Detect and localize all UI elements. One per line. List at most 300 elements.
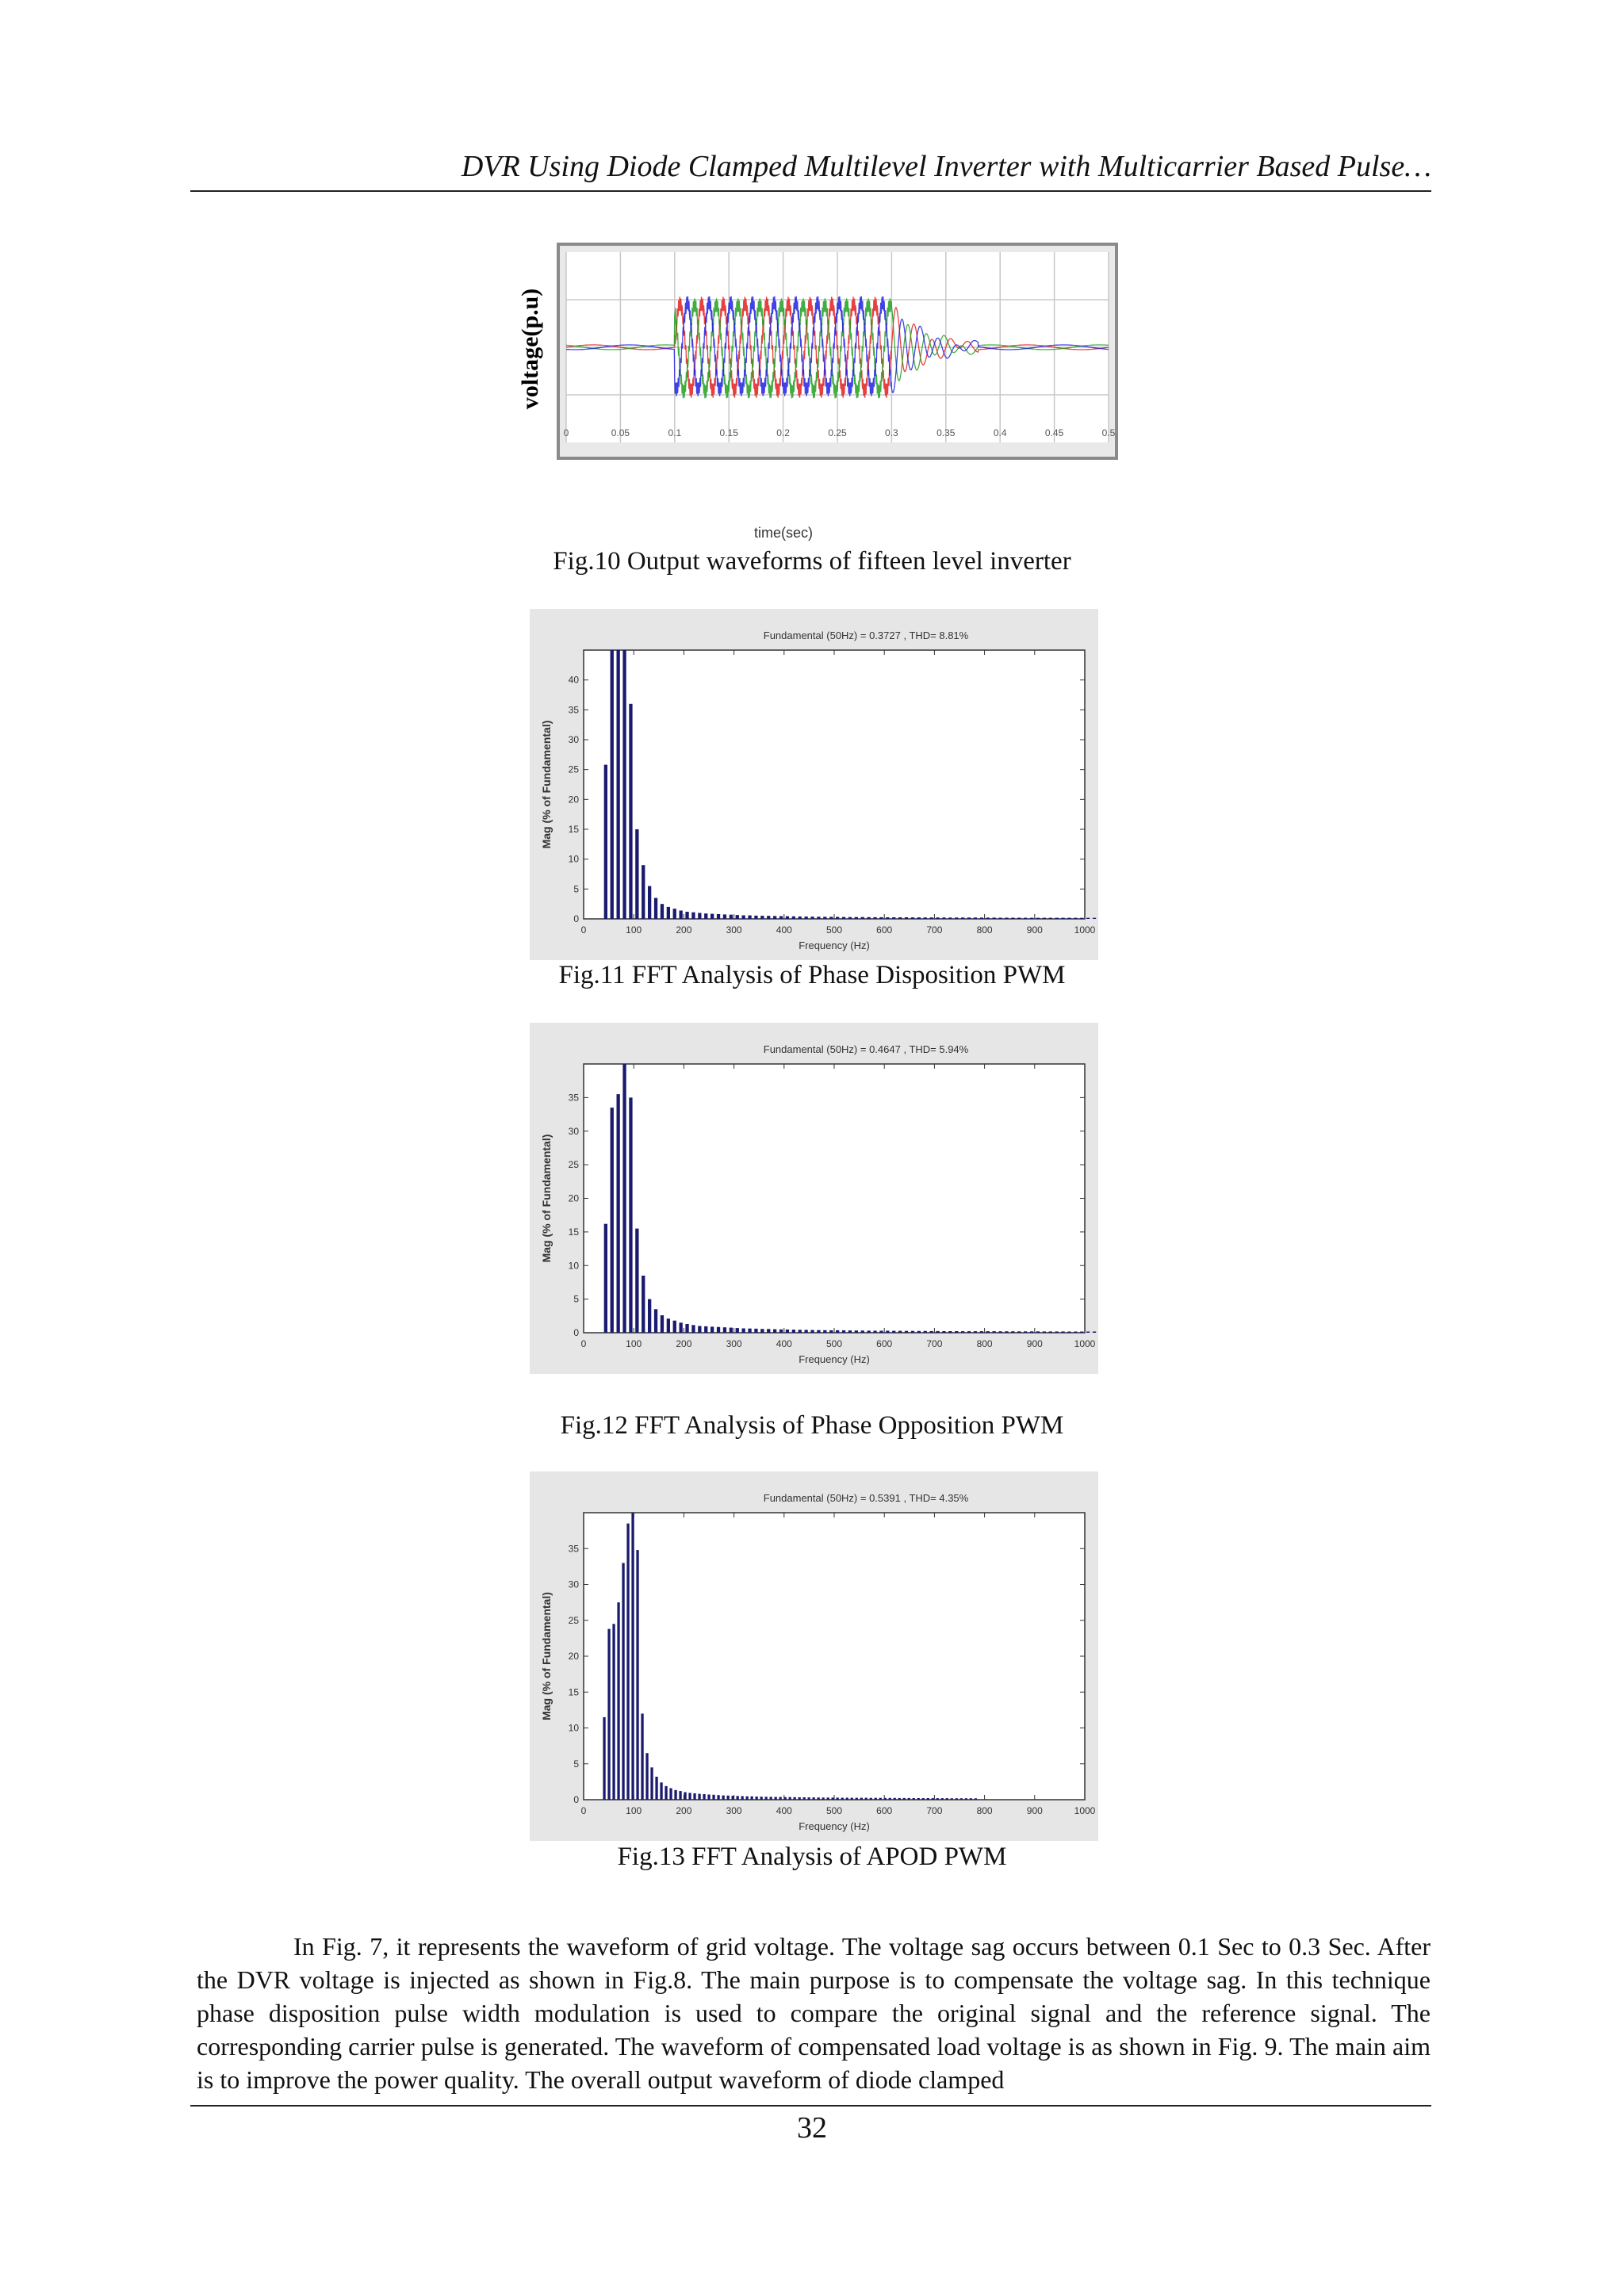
fft-bar [691,1325,695,1333]
fft-bar [1074,1332,1077,1334]
fft-bar [667,1318,670,1333]
fft-bar [770,1797,772,1800]
fft-bar [1043,918,1046,919]
running-header: DVR Using Diode Clamped Multilevel Inverter with Multicarrier Based Pulse… [461,150,1431,183]
fft-bar [704,913,707,919]
fft-bar [680,911,683,920]
fft-bar [741,1797,744,1800]
fft-bar [1080,1332,1083,1334]
fft-bar [698,913,701,920]
fft-bar [836,917,839,920]
fft-x-tick-label: 800 [976,1338,993,1349]
fft-bar [760,1797,763,1800]
fft-bar [1011,1331,1014,1333]
fft-x-tick-label: 700 [926,1338,943,1349]
fft-bar [635,829,638,919]
fft-bar [693,1793,695,1800]
fft-x-tick-label: 300 [726,1338,742,1349]
fft-x-tick-label: 0 [580,924,587,936]
figure-13 [530,1471,1098,1841]
fft-bar [799,1797,801,1800]
fft-y-tick-label: 10 [568,853,579,865]
fft-x-tick-label: 1000 [1074,1338,1096,1349]
fft-bar [704,1326,707,1333]
fft-bar [645,1753,648,1800]
fft-bar [799,1330,802,1333]
fft-bar [760,916,764,919]
fft-bar [1061,1331,1064,1333]
fft-bar [779,916,783,920]
fft-x-tick-label: 900 [1026,924,1043,936]
fft-bar [837,1797,839,1800]
fft-x-tick-label: 1000 [1074,1805,1096,1816]
fft-bar [886,1331,889,1334]
fft-bar [775,1797,777,1800]
fft-title: Fundamental (50Hz) = 0.5391 , THD= 4.35% [763,1492,969,1504]
fft-bar [767,916,770,919]
fft-bar [851,1798,853,1800]
fft-bar [908,1798,910,1800]
fft-bar [998,918,1002,920]
fft-bar [903,1798,906,1800]
fft-bar [631,1513,634,1800]
fft-y-tick-label: 15 [568,824,579,835]
fft-x-tick-label: 900 [1026,1805,1043,1816]
fft-bar [1074,918,1077,919]
fft-bar [967,1331,971,1333]
fft-bar [767,1329,770,1333]
fft-y-tick-label: 25 [568,763,579,775]
fft-y-tick-label: 5 [573,883,579,895]
fft-bar [736,915,739,919]
fft-y-tick-label: 35 [568,1543,579,1555]
fft-bar [722,1796,725,1800]
fft-bar [1049,1331,1052,1333]
fft-bar [710,914,714,919]
fft-bar [936,917,939,919]
fft-bar [875,1798,877,1800]
fft-bar [1067,918,1071,919]
fft-bar [723,914,726,919]
fft-ylabel: Mag (% of Fundamental) [540,1134,553,1263]
fft-ylabel: Mag (% of Fundamental) [540,720,553,849]
fft-bar [948,917,952,919]
fft-bar [868,1330,871,1333]
fft-y-tick-label: 40 [568,674,579,686]
fft-x-tick-label: 600 [876,1338,893,1349]
fig12-caption: Fig.12 FFT Analysis of Phase Opposition PWM [560,1411,1064,1440]
fft-bar [1017,918,1021,920]
fft-bar [924,917,927,919]
fft-x-tick-label: 200 [676,1338,692,1349]
fft-y-tick-label: 5 [573,1293,579,1305]
fft-bar [818,1797,820,1800]
fft-bar [730,1328,733,1333]
fft-bar [629,1097,632,1333]
fft-bar [779,1797,782,1800]
fft-bar [892,917,895,919]
fft-bar [974,917,977,919]
fft-y-tick-label: 25 [568,1159,579,1171]
fft-plot-area [584,650,1085,919]
fft-bar [965,1798,967,1800]
fft-bar [986,917,990,919]
fft-bar [792,1330,795,1333]
fft-x-tick-label: 600 [876,924,893,936]
fft-y-tick-label: 30 [568,1125,579,1137]
fft-bar [892,1331,895,1333]
fft-bar [673,1321,676,1333]
fft-title: Fundamental (50Hz) = 0.3727 , THD= 8.81% [763,629,969,641]
fft-bar [1055,1331,1059,1333]
fig10-x-tick: 0.2 [776,427,790,438]
fft-bar [622,1064,626,1333]
fft-bar [980,917,983,919]
fft-bar [873,1331,876,1334]
fft-bar [1024,1331,1027,1333]
fft-bar [669,1789,672,1800]
fft-bar [650,1767,653,1800]
fft-bar [748,916,751,919]
fft-bar [698,1794,700,1800]
fft-bar [936,1798,939,1800]
fft-bar [786,916,789,919]
fft-bar [967,917,971,919]
fft-bar [611,1108,614,1333]
fft-x-tick-label: 200 [676,1805,692,1816]
fig10-caption: Fig.10 Output waveforms of fifteen level inverter [553,547,1071,576]
fft-bar [879,1798,882,1800]
fft-bar [898,1798,901,1800]
fft-x-tick-label: 900 [1026,1338,1043,1349]
fft-bar [1093,918,1096,919]
fig10-x-tick: 0.5 [1101,427,1116,438]
fft-bar [855,1330,858,1333]
fft-bar [792,916,795,919]
fft-bar [975,1798,977,1800]
fft-y-tick-label: 30 [568,734,579,745]
fft-bar [855,917,858,919]
fft-y-tick-label: 30 [568,1578,579,1590]
fft-x-tick-label: 0 [580,1338,587,1349]
page-number: 32 [797,2111,827,2145]
fft-bar [654,1309,657,1333]
fft-bar [746,1797,749,1800]
fft-bar [732,1796,734,1800]
fft-x-tick-label: 700 [926,1805,943,1816]
fig13-caption: Fig.13 FFT Analysis of APOD PWM [617,1843,1007,1871]
fft-x-tick-label: 0 [580,1805,587,1816]
fft-bar [848,1330,852,1333]
fft-bar [612,1624,615,1800]
fft-x-tick-label: 800 [976,1805,993,1816]
body-paragraph: In Fig. 7, it represents the waveform of grid voltage. The voltage sag occurs between 0.1 Sec to 0.3 Sec. After the DVR voltage is injected as shown in Fig.8. The main purpose is to compensate the voltage sag. In this technique phase disposition pulse width modulation is used to compare the original signal and the reference signal. The corresponding carrier pulse is generated. The waveform of compensated load voltage is as shown in Fig. 9. The main aim is to improve the power quality. The overall output waveform of diode clamped [197,1932,1431,2094]
fft-bar [993,1331,996,1333]
fft-bar [955,917,958,919]
fft-bar [626,1524,629,1800]
fft-bar [829,1330,833,1333]
fft-bar [927,1798,929,1800]
fft-bar [932,1798,934,1800]
figure-10 [515,238,1118,547]
fft-bar [873,917,876,919]
fft-bar [684,1793,686,1800]
fft-x-tick-label: 600 [876,1805,893,1816]
fft-plot-area [584,1064,1085,1333]
fft-x-tick-label: 800 [976,924,993,936]
fft-bar [756,1797,758,1800]
fft-bar [1086,1332,1090,1334]
fft-x-tick-label: 100 [626,1805,642,1816]
fft-y-tick-label: 20 [568,1651,579,1662]
fft-bar [846,1798,848,1800]
fig10-x-tick: 0.1 [668,427,682,438]
fft-bar [604,765,607,919]
fft-y-tick-label: 35 [568,1092,579,1104]
fft-bar [636,1550,638,1800]
fft-bar [1036,918,1040,919]
fft-bar [856,1798,858,1800]
fft-bar [948,1331,952,1333]
fft-bar [648,886,651,919]
fft-bar [789,1797,791,1800]
fft-bar [685,912,688,919]
fft-bar [889,1798,891,1800]
fft-bar [930,917,933,919]
fft-bar [1030,1331,1033,1333]
fft-bar [751,1797,753,1800]
fft-bar [754,1329,757,1333]
fft-bar [698,1326,701,1334]
fft-bar [823,1330,826,1333]
fft-bar [974,1331,977,1333]
fft-bar [993,917,996,919]
fft-bar [942,917,945,919]
fft-bar [986,1331,990,1333]
fft-y-tick-label: 10 [568,1260,579,1272]
fft-bar [942,1331,945,1333]
fft-bar [641,1713,643,1800]
fft-bar [717,1795,719,1800]
fig10-ylabel: voltage(p.u) [517,288,543,410]
fft-bar [629,704,632,919]
fft-x-tick-label: 300 [726,1805,742,1816]
fft-bar [665,1786,667,1800]
fft-bar [861,1330,864,1333]
fft-bar [703,1794,705,1800]
fft-bar [680,1322,683,1333]
fft-bar [865,1798,868,1800]
fft-bar [736,1328,739,1333]
fft-bar [661,904,664,919]
fft-bar [836,1330,839,1333]
fft-bar [823,916,826,919]
fig10-x-tick: 0.35 [936,427,956,438]
fft-bar [898,1331,902,1333]
fft-bar [946,1798,948,1800]
fft-bar [673,909,676,919]
fft-bar [936,1331,939,1333]
fft-bar [760,1329,764,1333]
fig13-svg [530,1471,1098,1841]
fft-bar [879,1331,883,1334]
fft-bar [1005,918,1008,920]
fft-bar [707,1795,710,1800]
fft-plot-area [584,1513,1085,1800]
fft-bar [848,917,852,919]
fft-bar [1055,918,1059,919]
fft-bar [808,1797,810,1800]
fft-bar [998,1331,1002,1333]
fft-bar [970,1798,972,1800]
fft-bar [1067,1332,1071,1334]
fft-bar [742,916,745,920]
fft-bar [712,1795,714,1800]
fft-y-tick-label: 15 [568,1686,579,1698]
fft-bar [727,1796,730,1800]
fft-bar [827,1797,829,1800]
fft-x-tick-label: 400 [776,1338,792,1349]
fft-bar [674,1790,676,1800]
fft-bar [691,913,695,919]
fft-bar [955,1331,958,1333]
fft-y-tick-label: 35 [568,704,579,716]
fft-bar [622,650,626,919]
fft-bar [1036,1331,1040,1333]
fft-bar [688,1793,691,1800]
fft-bar [622,1563,624,1800]
fig11-caption: Fig.11 FFT Analysis of Phase Disposition PWM [558,961,1066,989]
fft-bar [803,1797,806,1800]
fft-bar [961,917,964,919]
fft-bar [654,898,657,919]
fft-x-tick-label: 300 [726,924,742,936]
fft-bar [685,1324,688,1333]
fft-bar [717,914,720,919]
fft-bar [799,916,802,919]
fft-bar [717,1327,720,1333]
fft-bar [860,1798,863,1800]
fft-bar [817,916,820,919]
fft-bar [961,1331,964,1333]
fft-bar [886,917,889,919]
fft-bar [813,1797,815,1800]
fft-bar [635,1229,638,1333]
fft-bar [1080,918,1083,919]
fft-y-tick-label: 0 [573,913,579,924]
fft-xlabel: Frequency (Hz) [799,939,870,951]
fft-ylabel: Mag (% of Fundamental) [540,1592,553,1720]
fft-bar [924,1331,927,1333]
fft-bar [710,1326,714,1333]
fft-bar [870,1798,872,1800]
fft-bar [922,1798,925,1800]
fig10-x-tick: 0 [563,427,569,438]
fft-bar [805,1330,808,1333]
fft-y-tick-label: 10 [568,1722,579,1734]
fft-bar [810,1330,814,1333]
fig11-svg [530,609,1098,960]
fft-bar [773,916,776,919]
fft-bar [894,1798,896,1800]
figure-12 [530,1023,1098,1374]
fft-bar [805,916,808,919]
fft-bar [930,1331,933,1333]
fft-bar [742,1329,745,1334]
fig10-svg [515,238,1118,547]
fft-bar [642,865,645,919]
fft-bar [879,917,883,919]
fft-bar [917,1331,921,1333]
fft-bar [604,1224,607,1333]
fft-bar [642,1276,645,1333]
fft-bar [1086,918,1090,919]
fft-bar [941,1798,944,1800]
fft-y-tick-label: 0 [573,1794,579,1805]
fft-bar [773,1330,776,1333]
fft-bar [832,1797,834,1800]
fft-bar [786,1330,789,1333]
fft-bar [817,1330,820,1333]
fft-bar [884,1798,887,1800]
fft-bar [667,907,670,919]
fft-bar [917,1798,920,1800]
fft-bar [842,1330,845,1333]
fft-bar [905,917,908,919]
fft-bar [1011,918,1014,920]
fft-bar [1030,918,1033,919]
fft-bar [754,916,757,919]
fft-y-tick-label: 20 [568,794,579,806]
fft-x-tick-label: 400 [776,1805,792,1816]
fft-bar [617,650,620,919]
fft-bar [980,1331,983,1333]
fft-bar [842,917,845,919]
fft-x-tick-label: 700 [926,924,943,936]
fft-bar [661,1315,664,1333]
fft-bar [737,1796,739,1800]
fft-bar [868,917,871,919]
fft-bar [784,1797,787,1800]
fft-x-tick-label: 1000 [1074,924,1096,936]
fft-bar [611,650,614,919]
fft-y-tick-label: 0 [573,1327,579,1338]
fft-bar [617,1094,620,1333]
fft-xlabel: Frequency (Hz) [799,1353,870,1365]
fft-bar [956,1798,958,1800]
fft-bar [951,1798,953,1800]
fft-bar [898,917,902,919]
fft-bar [723,1327,726,1333]
fft-bar [810,916,814,919]
fft-x-tick-label: 400 [776,924,792,936]
fft-bar [1049,918,1052,919]
fft-bar [829,916,833,919]
fft-bar [617,1602,619,1800]
fft-bar [1017,1331,1021,1333]
fft-bar [917,917,921,919]
fig10-x-tick: 0.05 [611,427,630,438]
fft-bar [655,1777,657,1800]
fig12-svg [530,1023,1098,1374]
fft-x-tick-label: 500 [825,924,843,936]
fft-bar [730,915,733,919]
fft-bar [679,1791,681,1800]
header-rule [190,190,1431,192]
fft-x-tick-label: 100 [626,1338,642,1349]
fig10-x-tick: 0.15 [719,427,738,438]
fft-x-tick-label: 200 [676,924,692,936]
